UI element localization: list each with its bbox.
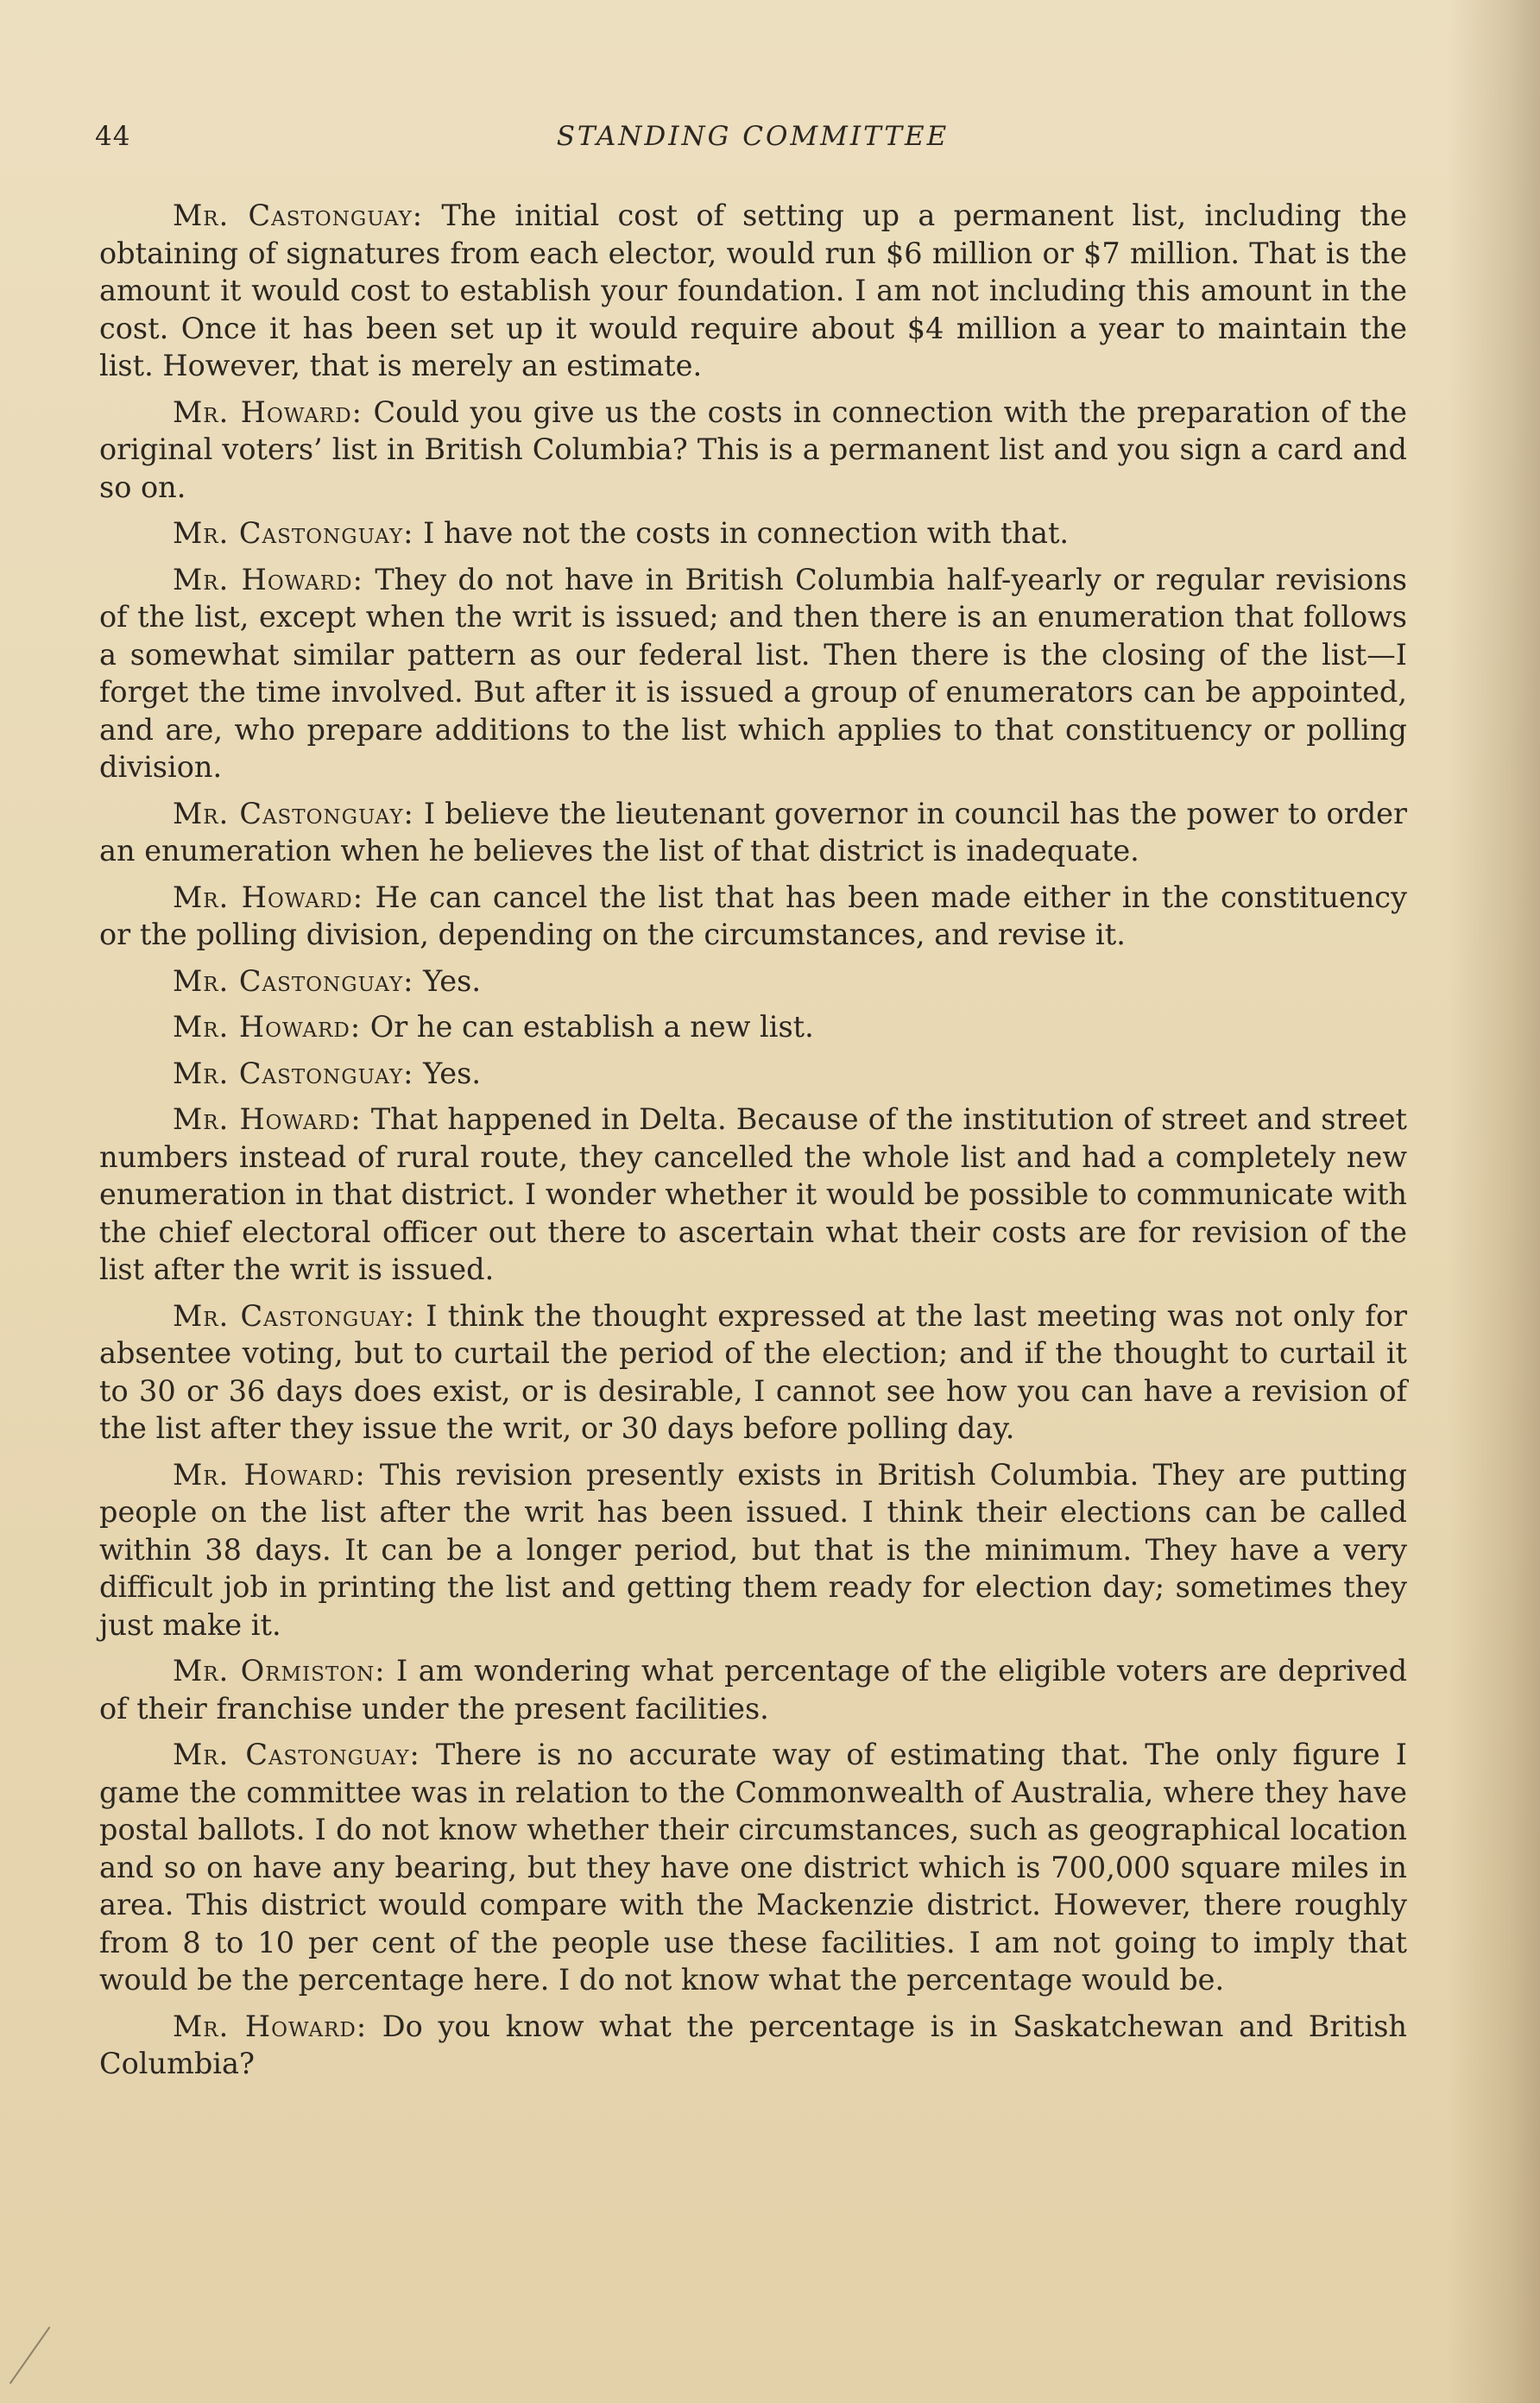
transcript-paragraph xyxy=(99,962,1407,1000)
speaker-name: Mr. Howard: xyxy=(173,562,363,596)
transcript-paragraph xyxy=(99,879,1407,954)
speech-text: Or he can establish a new list. xyxy=(369,1010,814,1044)
transcript-paragraph xyxy=(99,795,1407,870)
transcript-paragraph xyxy=(99,514,1407,552)
speaker-name: Mr. Ormiston: xyxy=(173,1654,386,1688)
transcript-paragraph xyxy=(99,1008,1407,1046)
transcript-paragraph xyxy=(99,1055,1407,1093)
transcript-paragraph xyxy=(99,197,1407,385)
speaker-name: Mr. Howard: xyxy=(173,880,363,914)
page-number: 44 xyxy=(95,121,131,152)
transcript-paragraph xyxy=(99,1101,1407,1289)
speaker-name: Mr. Castonguay: xyxy=(173,796,414,830)
speech-text: Yes. xyxy=(423,1056,481,1090)
speaker-name: Mr. Castonguay: xyxy=(173,516,414,550)
speech-text: I have not the costs in connection with that. xyxy=(423,516,1070,550)
transcript-paragraph xyxy=(99,1456,1407,1644)
speaker-name: Mr. Castonguay: xyxy=(173,199,424,232)
transcript-paragraph xyxy=(99,1652,1407,1727)
speaker-name: Mr. Castonguay: xyxy=(173,963,414,998)
speech-text: I think the thought expressed at the last meeting was not only for absentee voting, but to curtail the period of the election; and if the thought to curtail it to 30 or 36 days does exist, or is desirable, I cannot see how you can have a revision of the list after they issue the writ, or 30 days before polling day. xyxy=(99,1298,1408,1445)
speech-text: He can cancel the list that has been made either in the constituency or the polling division, depending on the circumstances, and revise it. xyxy=(99,880,1407,951)
page-header xyxy=(95,121,1411,164)
speech-text: They do not have in British Columbia half-yearly or regular revisions of the list, except when the writ is issued; and then there is an enumeration that follows a somewhat similar pattern as our federal list. Then there is the closing of the list—I forget the time involved. But after it is issued a group of enumerators can be appointed, and are, who prepare additions to the list which applies to that constituency or polling division. xyxy=(99,562,1407,784)
speaker-name: Mr. Castonguay: xyxy=(173,1056,414,1090)
speech-text: The initial cost of setting up a permanent list, including the obtaining of signatures from each elector, would run $6 million or $7 million. That is the amount it would cost to establish your foundation. I am not including this amount in the cost. Once it has been set up it would require about $4 million a year to maintain the list. However, that is merely an estimate. xyxy=(99,199,1408,382)
transcript-body xyxy=(99,197,1407,2092)
speech-text: There is no accurate way of estimating that. The only figure I game the committee was in relation to the Commonwealth of Australia, where they have postal ballots. I do not know whether their circumstances, such as geographical location and so on have any bearing, but they have one district which is 700,000 square miles in area. This district would compare with the Mackenzie district. However, there roughly from 8 to 10 per cent of the people use these facilities. I am not going to imply that would be the percentage here. I do not know what the percentage would be. xyxy=(99,1738,1408,1997)
pencil-mark xyxy=(9,2326,79,2404)
transcript-paragraph xyxy=(99,2008,1407,2083)
speech-text: Could you give us the costs in connection with the preparation of the original voters’ list in British Columbia? This is a permanent list and you sign a card and so on. xyxy=(99,394,1407,504)
transcript-paragraph xyxy=(99,1736,1407,1999)
speech-text: I am wondering what percentage of the eligible voters are deprived of their franchise under the present facilities. xyxy=(99,1654,1408,1726)
speaker-name: Mr. Howard: xyxy=(173,394,363,429)
speech-text: That happened in Delta. Because of the institution of street and street numbers instead of rural route, they cancelled the whole list and had a completely new enumeration in that district. I wonder whether it would be possible to communicate with the chief electoral officer out there to ascertain what their costs are for revision of the list after the writ is issued. xyxy=(99,1102,1407,1286)
speaker-name: Mr. Howard: xyxy=(173,1457,366,1492)
speaker-name: Mr. Castonguay: xyxy=(173,1298,416,1333)
speech-text: I believe the lieutenant governor in council has the power to order an enumeration when he believes the list of that district is inadequate. xyxy=(99,796,1407,868)
transcript-paragraph xyxy=(99,561,1407,786)
speaker-name: Mr. Howard: xyxy=(173,1102,362,1136)
running-title: STANDING COMMITTEE xyxy=(556,121,950,152)
speech-text: Yes. xyxy=(423,963,481,998)
speech-text: Do you know what the percentage is in Saskatchewan and British Columbia? xyxy=(99,2009,1408,2080)
transcript-paragraph xyxy=(99,394,1407,507)
transcript-paragraph xyxy=(99,1297,1407,1448)
speaker-name: Mr. Howard: xyxy=(173,1010,362,1044)
speaker-name: Mr. Howard: xyxy=(173,2009,368,2043)
speaker-name: Mr. Castonguay: xyxy=(173,1738,420,1771)
speech-text: This revision presently exists in British Columbia. They are putting people on the list after the writ has been issued. I think their elections can be called within 38 days. It can be a longer period, but that is the minimum. They have a very difficult job in printing the list and getting them ready for election day; sometimes they just make it. xyxy=(99,1457,1407,1642)
